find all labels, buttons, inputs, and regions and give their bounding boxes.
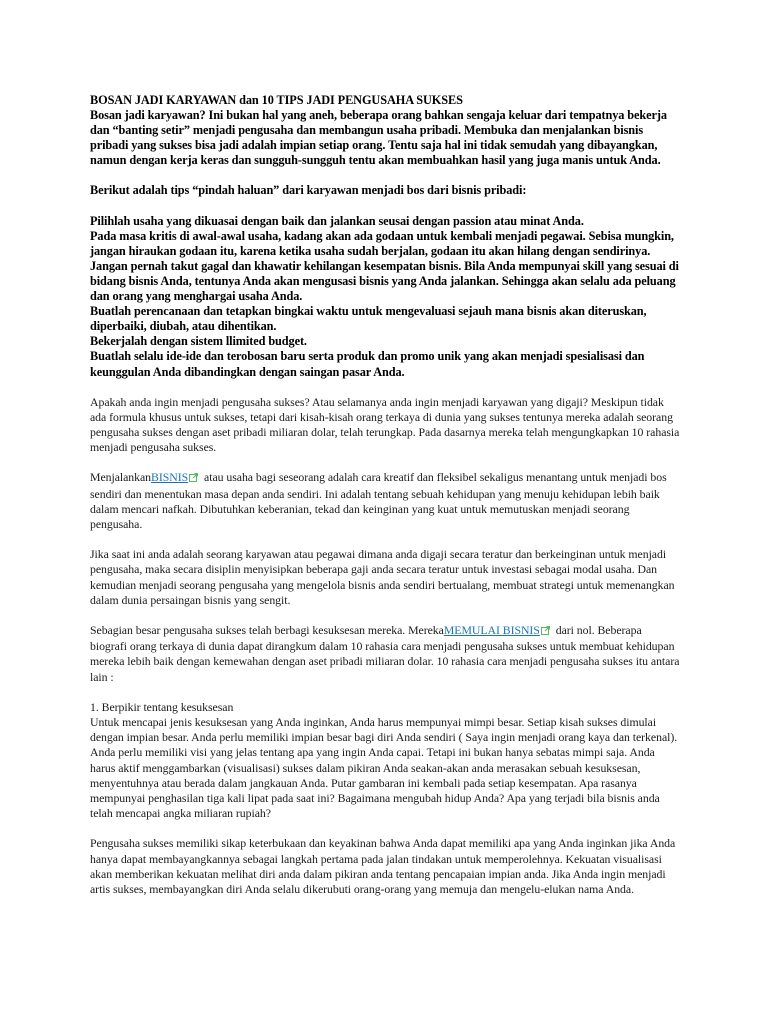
bisnis-link[interactable]: BISNIS <box>151 470 189 485</box>
tip-item: Buatlah perencanaan dan tetapkan bingkai waktu untuk mengevaluasi sejauh mana bisnis akan diteruskan, diperbaiki, diubah, atau dihentikan. <box>90 304 647 334</box>
body-paragraph-5: Pengusaha sukses memiliki sikap keterbukaan dan keyakinan bahwa Anda dapat memiliki apa yang Anda inginkan jika Anda hanya dapat membayangkannya sebagai langkah pertama pada jalan tindakan untuk memperolehnya. Kekuatan visualisasi akan memberikan kekuatan melihat diri anda dalam pikiran anda tentang pencapaian impian anda. Jika Anda ingin menjadi artis sukses, membayangkan diri Anda selalu dikerubuti orang-orang yang memuja dan mengelu-elukan nama Anda. <box>90 836 676 897</box>
body-paragraph-4 <box>90 623 680 685</box>
para4-after: dari nol. Beberapa biografi orang terkaya di dunia dapat dirangkum dalam 10 rahasia cara menjadi pengusaha sukses untuk membuat kehidupan mereka lebih baik dengan kemewahan dengan aset pribadi miliaran dolar. 10 rahasia cara menjadi pengusaha sukses itu antara lain : <box>90 623 680 684</box>
tip-item: Jangan pernah takut gagal dan khawatir kehilangan kesempatan bisnis. Bila Anda mempunyai skill yang sesuai di bidang bisnis Anda, tentunya Anda akan mengusasi bisnis yang Anda jalankan. Sehingga akan selalu ada peluang dan orang yang menghargai usaha Anda. <box>90 258 679 304</box>
tip-item: Pilihlah usaha yang dikuasai dengan baik dan jalankan seusai dengan passion atau minat Anda. <box>90 213 584 228</box>
tip-item: Pada masa kritis di awal-awal usaha, kadang akan ada godaan untuk kembali menjadi pegawai. Sebisa mungkin, jangan hiraukan godaan itu, karena ketika usaha sudah berjalan, godaan itu akan hilang dengan sendirinya. <box>90 228 674 258</box>
section-1-heading: 1. Berpikir tentang kesuksesan <box>90 699 234 714</box>
external-link-icon[interactable] <box>541 624 550 639</box>
para2-before: Menjalankan <box>90 470 152 485</box>
tips-heading: Berikut adalah tips “pindah haluan” dari karyawan menjadi bos dari bisnis pribadi: <box>90 183 527 198</box>
body-paragraph-1: Apakah anda ingin menjadi pengusaha sukses? Atau selamanya anda ingin menjadi karyawan yang digaji? Meskipun tidak ada formula khusus untuk sukses, tetapi dari kisah-kisah orang terkaya di dunia yang sukses tentunya mereka adalah seorang pengusaha sukses dengan aset pribadi miliaran dolar, telah terungkap. Pada dasarnya mereka telah mengungkapkan 10 rahasia menjadi pengusaha sukses. <box>90 394 680 455</box>
body-paragraph-2 <box>90 470 680 532</box>
memulai-bisnis-link[interactable]: MEMULAI BISNIS <box>443 623 540 638</box>
bold-section <box>90 93 680 380</box>
para4-before: Sebagian besar pengusaha sukses telah berbagi kesuksesan mereka. Mereka <box>90 623 444 638</box>
body-section <box>90 395 680 898</box>
body-paragraph-3: Jika saat ini anda adalah seorang karyawan atau pegawai dimana anda digaji secara teratur dan berkeinginan untuk menjadi pengusaha, maka secara disiplin menyisipkan beberapa gaji anda secara teratur untuk investasi sebagai modal usaha. Dan kemudian menjadi seorang pengusaha yang mengelola bisnis anda sendiri bertualang, membuat strategi untuk memenangkan dalam dunia persaingan bisnis yang sengit. <box>90 547 675 607</box>
tip-item: Buatlah selalu ide-ide dan terobosan baru serta produk dan promo unik yang akan menjadi spesialisasi dan keunggulan Anda dibandingkan dengan saingan pasar Anda. <box>90 349 645 379</box>
document-title: BOSAN JADI KARYAWAN dan 10 TIPS JADI PENGUSAHA SUKSES <box>90 93 463 107</box>
document-page <box>90 93 680 897</box>
section-1-text: Untuk mencapai jenis kesuksesan yang Anda inginkan, Anda harus mempunyai mimpi besar. Setiap kisah sukses dimulai dengan impian besar. Anda perlu memiliki impian besar bagi diri Anda sendiri ( Saya ingin menjadi orang kaya dan terkenal). Anda perlu memiliki visi yang jelas tentang apa yang ingin Anda capai. Tetapi ini bukan hanya sebatas mimpi saja. Anda harus aktif menggambarkan (visualisasi) sukses dalam pikiran Anda seakan-akan anda merasakan sebuah kesuksesan, menyentuhnya atau berada dalam jangkauan Anda. Putar gambaran ini kembali pada setiap kesempatan. Apa rasanya mempunyai penghasilan tiga kali lipat pada saat ini? Bagaimana mengubah hidup Anda? Apa yang terjadi bila bisnis anda telah mencapai angka miliaran rupiah? <box>90 715 678 821</box>
intro-paragraph: Bosan jadi karyawan? Ini bukan hal yang aneh, beberapa orang bahkan sengaja keluar dari tempatnya bekerja dan “banting setir” menjadi pengusaha dan membangun usaha pribadi. Membuka dan menjalankan bisnis pribadi yang sukses bisa jadi adalah impian setiap orang. Tentu saja hal ini tidak semudah yang dibayangkan, namun dengan kerja keras dan sungguh-sungguh tentu akan membuahkan hasil yang juga manis untuk Anda. <box>90 108 667 168</box>
external-link-icon[interactable] <box>189 471 198 486</box>
tip-item: Bekerjalah dengan sistem llimited budget. <box>90 334 307 349</box>
para2-after: atau usaha bagi seseorang adalah cara kreatif dan fleksibel sekaligus menantang untuk menjadi bos sendiri dan menentukan masa depan anda sendiri. Ini adalah tentang sebuah kehidupan yang menuju kehidupan lebih baik dalam mencari nafkah. Dibutuhkan keberanian, tekad dan keinginan yang kuat untuk memutuskan menjadi seorang pengusaha. <box>90 470 667 532</box>
